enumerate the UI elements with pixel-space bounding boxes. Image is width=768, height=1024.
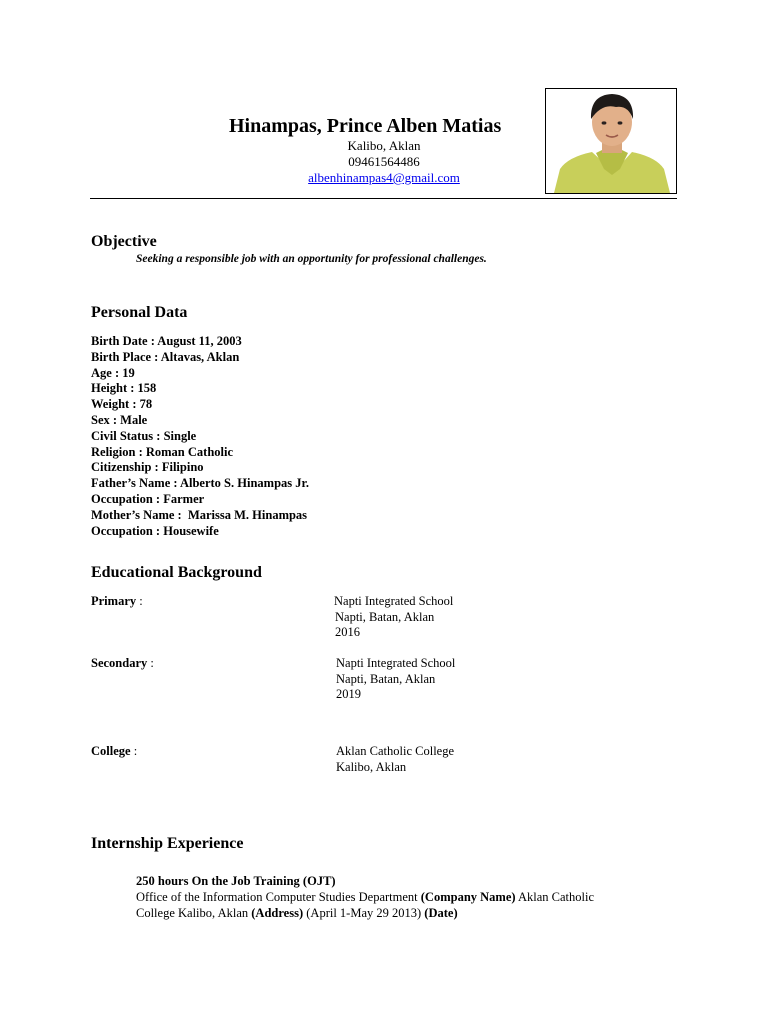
applicant-phone: 09461564486 <box>348 154 420 169</box>
objective-heading: Objective <box>91 233 157 250</box>
primary-school-info <box>334 594 453 641</box>
date-tag: (Date) <box>424 905 458 920</box>
ojt-office: Office of the Information Computer Studies Department <box>136 890 418 904</box>
ojt-company: Aklan Catholic College Kalibo, Aklan <box>136 890 595 920</box>
primary-label: Primary : <box>91 594 143 608</box>
header-divider <box>90 198 677 199</box>
objective-text: Seeking a responsible job with an opportunity for professional challenges. <box>136 253 487 265</box>
applicant-photo <box>545 88 677 194</box>
personal-data-heading: Personal Data <box>91 304 188 321</box>
ojt-title: 250 hours On the Job Training (OJT) <box>136 874 336 888</box>
personal-data-item: Height : 158 <box>91 381 157 396</box>
applicant-email-link[interactable]: albenhinampas4@gmail.com <box>308 170 460 185</box>
secondary-school-info <box>336 656 455 703</box>
primary-school-address: Napti, Batan, Aklan <box>335 609 435 624</box>
secondary-school-address: Napti, Batan, Aklan <box>336 671 436 686</box>
personal-data-item: Occupation : Housewife <box>91 523 219 538</box>
ojt-dates: (April 1-May 29 2013) <box>306 905 422 920</box>
college-address: Kalibo, Aklan <box>336 759 407 774</box>
personal-data-list <box>91 334 309 539</box>
primary-school-name: Napti Integrated School <box>334 594 454 608</box>
education-heading: Educational Background <box>91 564 262 581</box>
person-portrait-icon <box>546 89 676 193</box>
secondary-school-year: 2019 <box>336 687 361 701</box>
personal-data-item: Civil Status : Single <box>91 428 197 443</box>
personal-data-item: Birth Place : Altavas, Aklan <box>91 349 240 364</box>
personal-data-item: Father’s Name : Alberto S. Hinampas Jr. <box>91 476 310 491</box>
secondary-school-name: Napti Integrated School <box>336 656 456 670</box>
personal-data-item: Weight : 78 <box>91 397 153 412</box>
college-label: College : <box>91 744 138 758</box>
personal-data-item: Mother’s Name : Marissa M. Hinampas <box>91 507 308 522</box>
personal-data-item: Occupation : Farmer <box>91 491 205 506</box>
company-name-tag: (Company Name) <box>420 890 516 904</box>
college-name: Aklan Catholic College <box>336 744 455 758</box>
address-tag: (Address) <box>251 905 304 920</box>
college-info <box>336 744 454 775</box>
personal-data-item: Citizenship : Filipino <box>91 460 204 475</box>
personal-data-item: Age : 19 <box>91 365 135 380</box>
personal-data-item: Sex : Male <box>91 412 148 427</box>
applicant-address: Kalibo, Aklan <box>347 138 421 153</box>
primary-school-year: 2016 <box>335 625 360 639</box>
applicant-name: Hinampas, Prince Alben Matias <box>229 115 502 137</box>
personal-data-item: Birth Date : August 11, 2003 <box>91 334 242 348</box>
internship-heading: Internship Experience <box>91 835 244 852</box>
personal-data-item: Religion : Roman Catholic <box>91 444 234 459</box>
secondary-label: Secondary : <box>91 656 154 670</box>
ojt-description <box>136 890 606 922</box>
